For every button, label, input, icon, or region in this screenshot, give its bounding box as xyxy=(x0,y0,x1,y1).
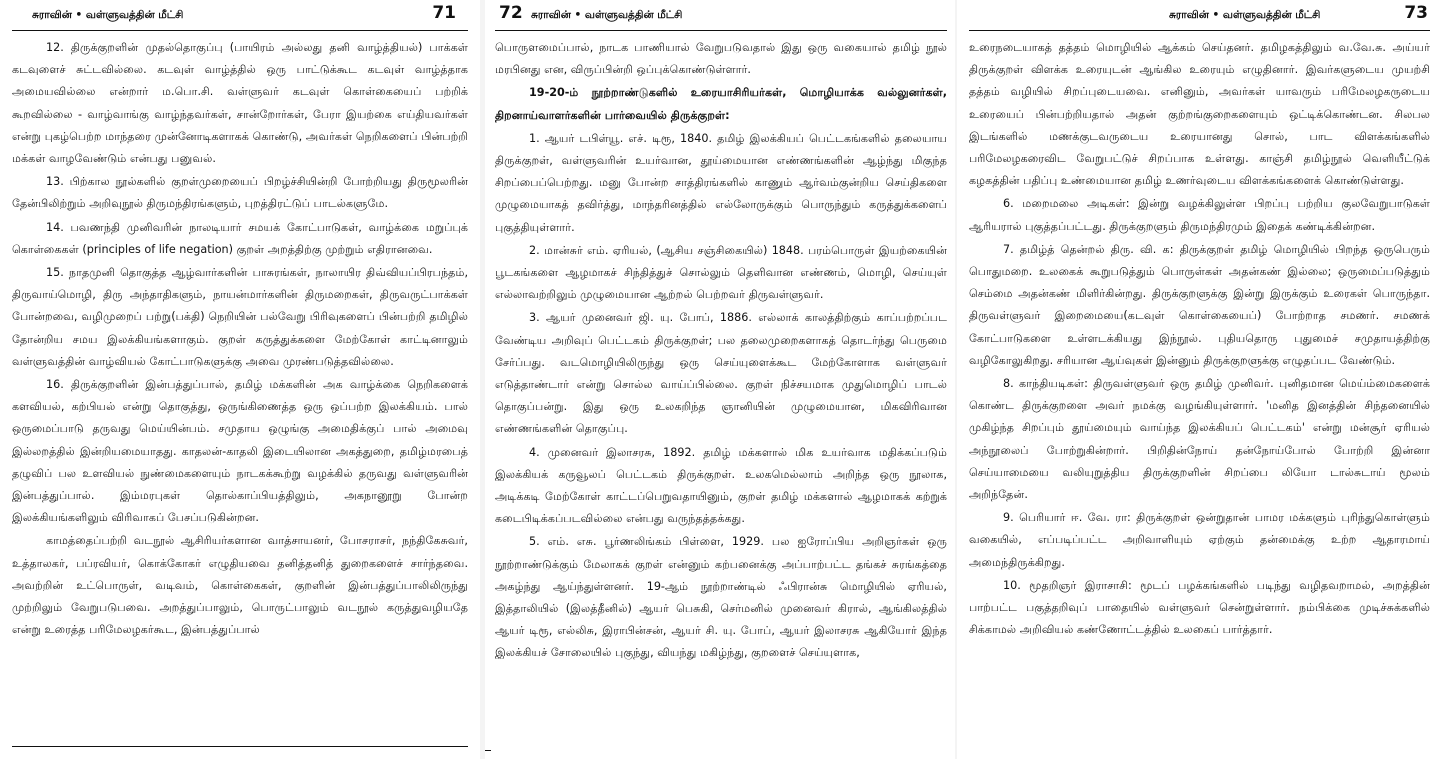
running-title: சுராவின் • வள்ளுவத்தின் மீட்சி xyxy=(1169,9,1321,21)
left-book-page xyxy=(0,0,480,759)
page-body xyxy=(969,37,1430,641)
running-title: சுராவின் • வள்ளுவத்தின் மீட்சி xyxy=(531,9,683,21)
running-title: சுராவின் • வள்ளுவத்தின் மீட்சி xyxy=(32,9,184,21)
paragraph: 2. மான்சுர் எம். ஏரியல், (ஆசிய சஞ்சிகையில்) 1848. பரம்பொருள் இயற்கையின் பூடகங்களை ஆழமாகச் சிந்தித்துச் சொல்லும் தெளிவான எண்ணம், மொழி, செய்யுள் எல்லாவற்றிலும் முழுமையான ஆற்றல் பெற்றவர் திருவள்ளுவர். xyxy=(495,243,947,302)
page-body xyxy=(12,37,468,641)
paragraph: 5. எம். எசு. பூர்ணலிங்கம் பிள்ளை, 1929. பல ஐரோப்பிய அறிஞர்கள் ஒரு நூற்றாண்டுக்கும் மேலாகக் குறள் என்னும் கற்பனைக்கு அப்பாற்பட்ட தங்கச் சுரங்கத்தை அகழ்ந்து ஆய்ந்துள்ளனர். 19-ஆம் நூற்றாண்டில் ஃபிரான்சு மொழியில் ஏரியல், இத்தாலியில் (இலத்தீனில்) ஆயர் பெசுகி, செர்மனில் முனைவர் கிரால், ஆங்கிலத்தில் ஆயர் டிரூ, எல்லிசு, இராபின்சன், ஆயர் சி. யு. போப், ஆயர் இலாசரசு ஆகியோர் இந்த இலக்கியச் சோலையில் புகுந்து, வியந்து மகிழ்ந்து, குறளைச் செய்யுளாக, xyxy=(495,535,947,660)
right-book-page xyxy=(957,0,1440,759)
page-header xyxy=(12,0,468,31)
paragraph: 3. ஆயர் முனைவர் ஜி. யு. போப், 1886. எல்லாக் காலத்திற்கும் காப்பற்றப்பட வேண்டிய அறிவுப் பெட்டகம் திருக்குறள்; பல தலைமுறைகளாகத் தொடர்ந்து பெருமை சேர்ப்பது. வடமொழியிலிருந்து ஒரு செய்யுளைக்கூட மேற்கோளாக வள்ளுவர் எடுத்தாண்டார் என்று சொல்ல வாய்ப்பில்லை. குறள் நிச்சயமாக முதுமொழிப் பாடல் தொகுப்பன்று. இது ஒரு உலகறிந்த ஞானியின் முழுமையான, மிகவிரிவான எண்ணங்களின் தொகுப்பு. xyxy=(495,311,947,436)
paragraph: 15. நாதமுனி தொகுத்த ஆழ்வார்களின் பாசுரங்கள், நாலாயிர திவ்வியப்பிரபந்தம், திருவாய்மொழி, திரு அந்தாதிகளும், நாயன்மார்களின் திருமறைகள், திருவருட்பாக்கள் போன்றவை, வழிமுறைப் பற்று(பக்தி) நெறியின் பல்வேறு பிரிவுகளைப் பின்பற்றி தமிழில் தோன்றிய சமய இலக்கியங்களாகும். குறள் கருத்துக்களை மேற்கோள் காட்டினாலும் வள்ளுவத்தின் வாழ்வியல் கோட்பாடுகளுக்கு அவை முரண்படுத்தவில்லை. xyxy=(12,266,468,368)
paragraph: பொருளமைப்பால், நாடக பாணியால் வேறுபடுவதால் இது ஒரு வகையால் தமிழ் நூல் மரபினது என, விருப்பின்றி ஒப்புக்கொண்டுள்ளார். xyxy=(495,41,947,77)
page-body xyxy=(495,37,947,665)
page-header xyxy=(495,0,947,31)
paragraph: காமத்தைப்பற்றி வடநூல் ஆசிரியர்களான வாத்சாயனர், போசராசர், நந்திகேசுவர், உத்தாலகர், பப்ரவியர், கொக்கோகர் எழுதியவை தனித்தனித் துறைகளைச் சார்ந்தவை. அவற்றின் உட்பொருள், வடிவம், கொள்கைகள், குறளின் இன்பத்துப்பாலிலிருந்து முற்றிலும் வேறுபடுபவை. அறத்துப்பாலும், பொருட்பாலும் வடநூல் கருத்துவழியதே என்று உரைத்த பரிமேலழகர்கூட, இன்பத்துப்பால் xyxy=(12,534,468,637)
middle-book-page xyxy=(485,0,955,759)
section-heading: 19-20-ம் நூற்றாண்டுகளில் உரையாசிரியர்கள், மொழியாக்க வல்லுனர்கள், திறனாய்வாளர்களின் பார்வையில் திருக்குறள்: xyxy=(495,86,947,122)
page-number: 71 xyxy=(432,3,456,23)
paragraph: 9. பெரியார் ஈ. வே. ரா: திருக்குறள் ஒன்றுதான் பாமர மக்களும் புரிந்துகொள்ளும் வகையில், எப்படிப்பட்ட அறிவாளியும் ஏற்கும் தன்மைக்கு உற்ற ஆதாரமாய் அமைந்திருக்கிறது. xyxy=(969,511,1430,569)
paragraph: 8. காந்தியடிகள்: திருவள்ளுவர் ஒரு தமிழ் முனிவர். புனிதமான மெய்ம்மைகளைக் கொண்ட திருக்குறளை அவர் நமக்கு வழங்கியுள்ளார். 'மனித இனத்தின் சிந்தனையில் முகிழ்ந்த சிறப்பும் தூய்மையும் வாய்ந்த இலக்கியப் பெட்டகம்' என்று மன்சூர் ஏரியல் அந்நூலைப் போற்றுகின்றார். பிறிதின்நோய் தன்நோய்போல் போற்றி இன்னா செய்யாமையை வலியுறுத்திய திருக்குறளின் சிறப்பை லியோ டால்சுடாய் மூலம் அறிந்தேன். xyxy=(969,377,1430,502)
paragraph: 4. முனைவர் இலாசரசு, 1892. தமிழ் மக்களால் மிக உயர்வாக மதிக்கப்படும் இலக்கியக் கருவூலப் பெட்டகம் திருக்குறள். உலகமெல்லாம் அறிந்த ஒரு நூலாக, அடிக்கடி மேற்கோள் காட்டப்பெறுவதாயினும், குறள் தமிழ் மக்களால் ஆழமாகக் கற்றுக் கடைபிடிக்கப்படவில்லை என்பது வருந்தத்தக்கது. xyxy=(495,445,947,526)
page-footer-rule xyxy=(12,746,468,747)
paragraph: 14. பவணந்தி முனிவரின் நாலடியார் சமயக் கோட்பாடுகள், வாழ்க்கை மறுப்புக் கொள்கைகள் (principles of life negation) குறள் அறத்திற்கு முற்றும் எதிரானவை. xyxy=(12,220,468,256)
paragraph: 6. மறைமலை அடிகள்: இன்று வழக்கிலுள்ள பிறப்பு பற்றிய குலவேறுபாடுகள் ஆரியரால் புகுத்தப்பட்டது. திருக்குறளும் திருமந்திரமும் இதைக் கண்டிக்கின்றன. xyxy=(969,197,1430,233)
paragraph: 12. திருக்குறளின் முதல்தொகுப்பு (பாயிரம் அல்லது தனி வாழ்த்தியல்) பாக்கள் கடவுளைச் சுட்டவில்லை. கடவுள் வாழ்த்தில் ஒரு பாட்டுக்கூட கடவுள் வாழ்த்தாக அமையவில்லை என்றார் ம.பொ.சி. வள்ளுவர் கடவுள் கொள்கையைப் பற்றிக் கூறவில்லை - வாழ்வாங்கு வாழ்ந்தவர்கள், சான்றோர்கள், பேரா இயற்கை எய்தியவர்கள் என்று புகழ்பெற்ற மாந்தரை முன்னோடிகளாகக் கொண்டு, அவர்கள் நெறிகளைப் பின்பற்றி மக்கள் வாழவேண்டும் என்பது பனுவல். xyxy=(12,41,468,166)
page-footer-mark xyxy=(485,750,491,751)
paragraph: 13. பிற்கால நூல்களில் குறள்முறையைப் பிறழ்ச்சியின்றி போற்றியது திருமூலரின் தேன்பிலிற்றும் அறிவுநூல் திருமந்திரங்களும், புறத்திரட்டுப் பாடல்களுமே. xyxy=(12,175,468,211)
page-number: 72 xyxy=(499,3,523,23)
paragraph: 1. ஆயர் டபிள்யூ. எச். டிரூ, 1840. தமிழ் இலக்கியப் பெட்டகங்களில் தலையாய திருக்குறள், வள்ளுவரின் உயர்வான, தூய்மையான எண்ணங்களின் ஆழ்ந்து மிகுந்த சிறப்பைப்பெற்றது. மனு போன்ற சாத்திரங்களில் காணும் ஆர்வம்குன்றிய செய்திகளை முழுமையாகத் தவிர்த்து, மாந்தரினத்தில் எல்லோருக்கும் பொருந்தும் கருத்துக்களைப் புகுத்தியுள்ளார். xyxy=(495,131,947,234)
paragraph: 16. திருக்குறளின் இன்பத்துப்பால், தமிழ் மக்களின் அக வாழ்க்கை நெறிகளைக் களவியல், கற்பியல் என்று தொகுத்து, ஒருங்கிணைத்த ஒரு ஒப்பற்ற இலக்கியம். பால் ஒருமைப்பாடு தருவது மெய்யின்பம். சமுதாய ஒழுங்கு அமைதிக்குப் பால் அமைவு இல்லறத்தில் இன்றியமையாதது. காதலன்-காதலி இடையிலான அகத்துறை, தமிழ்மரபைத் தழுவிப் பல உளவியல் நுண்மைகளையும் நாடகக்கூற்று வழக்கில் தருவது வள்ளுவரின் இன்பத்துப்பால். இம்மரபுகள் தொல்காப்பியத்திலும், அகநானூறு போன்ற இலக்கியங்களிலும் விரிவாகப் பேசப்படுகின்றன. xyxy=(12,378,468,525)
paragraph: உரைநடையாகத் தத்தம் மொழியில் ஆக்கம் செய்தனர். தமிழகத்திலும் வ.வே.சு. அய்யர் திருக்குறள் விளக்க உரையுடன் ஆங்கில உரையும் எழுதினார். இவர்களுடைய முயற்சி தத்தம் வழியில் சிறப்புடையவை. எனினும், அவர்கள் யாவரும் பரிமேலழகருடைய உரையைப் பின்பற்றியதால் அதன் குற்றங்குறைகளையும் ஒட்டிக்கொண்டன. சிலபல இடங்களில் மணக்குடவருடைய உரையானது சொல், பாட விளக்கங்களில் பரிமேலழகரைவிட வேறுபட்டுச் சிறப்பாக உள்ளது. காஞ்சி தமிழ்நூல் வெளியீட்டுக் கழகத்தின் பதிப்பு உண்மையான தமிழ் உணர்வுடைய விளக்கங்களைக் கொண்டுள்ளது. xyxy=(969,41,1430,188)
paragraph: 7. தமிழ்த் தென்றல் திரு. வி. க: திருக்குறள் தமிழ் மொழியில் பிறந்த ஒருபெரும் பொதுமறை. உலகைக் கூறுபடுத்தும் பொருள்கள் அதன்கண் இல்லை; ஒருமைப்படுத்தும் செம்மை அதன்கண் மிளிர்கின்றது. திருக்குறளுக்கு இன்று இருக்கும் உரைகள் பொருந்தா. திருவள்ளுவர் இறைமையை(கடவுள் கொள்கையைப்) போற்றாத சமணர். சமணக் கோட்பாடுகளை உள்ளடக்கியது இந்நூல். புதியதொரு புதுமைச் சமுதாயத்திற்கு வழிகோலுகிறது. சரியான ஆய்வுகள் இன்னும் திருக்குறளுக்கு எழுதப்பட வேண்டும். xyxy=(969,242,1430,367)
page-number: 73 xyxy=(1404,3,1428,23)
paragraph: 10. மூதறிஞர் இராசாசி: மூடப் பழக்கங்களில் படிந்து வழிதவறாமல், அறத்தின் பாற்பட்ட பகுத்தறிவுப் பாதையில் வள்ளுவர் சென்றுள்ளார். நம்பிக்கை முடிச்சுக்களில் சிக்காமல் அறிவியல் கண்ணோட்டத்தில் உலகைப் பார்த்தார். xyxy=(969,578,1430,637)
page-header xyxy=(969,0,1430,31)
